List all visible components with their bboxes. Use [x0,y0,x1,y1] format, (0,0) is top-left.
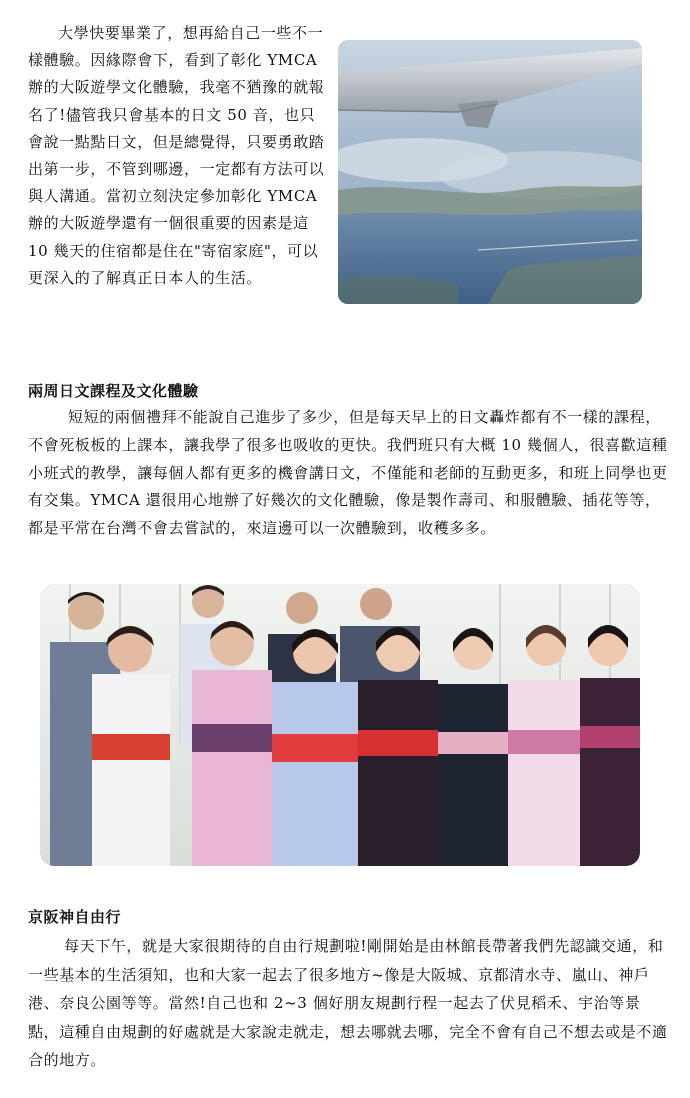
section-culture-heading: 兩周日文課程及文化體驗 [28,382,199,400]
group-yukata-photo [40,584,640,866]
airplane-wing-landscape-image [338,40,642,304]
airplane-window-photo [338,40,642,304]
intro-paragraph: 大學快要畢業了，想再給自己一些不一樣體驗。因緣際會下，看到了彰化 YMCA 辦的大阪遊學文化體驗，我毫不猶豫的就報名了!儘管我只會基本的日文 50 音，也只會說一點點日文，但是總覺得，只要勇敢踏出第一步，不管到哪邊，一定都有方法可以與人溝通。當初立刻決定參加彰化 YMCA 辦的大阪遊學還有一個很重要的因素是這 10 幾天的住宿都是住在"寄宿家庭"，可以更深入的了解真正日本人的生活。 [28,24,325,287]
group-yukata-image [40,584,640,866]
section-culture-paragraph: 短短的兩個禮拜不能說自己進步了多少，但是每天早上的日文轟炸都有不一樣的課程，不會死板板的上課本，讓我學了很多也吸收的更快。我們班只有大概 10 幾個人，很喜歡這種小班式的教學，讓每個人都有更多的機會講日文，不僅能和老師的互動更多，和班上同學也更有交集。YMCA 還很用心地辦了好幾次的文化體驗，像是製作壽司、和服體驗、插花等等，都是平常在台灣不會去嘗試的，來這邊可以一次體驗到，收穫多多。 [28,408,668,538]
section-travel-paragraph: 每天下午，就是大家很期待的自由行規劃啦!剛開始是由林館長帶著我們先認識交通，和一些基本的生活須知，也和大家一起去了很多地方~像是大阪城、京都清水寺、嵐山、神戶港、奈良公園等等。當然!自己也和 2~3 個好朋友規劃行程一起去了伏見稻禾、宇治等景點，這種自由規劃的好處就是大家說走就走，想去哪就去哪，完全不會有自己不想去或是不適合的地方。 [28,937,668,1070]
section-travel-heading: 京阪神自由行 [28,908,122,926]
